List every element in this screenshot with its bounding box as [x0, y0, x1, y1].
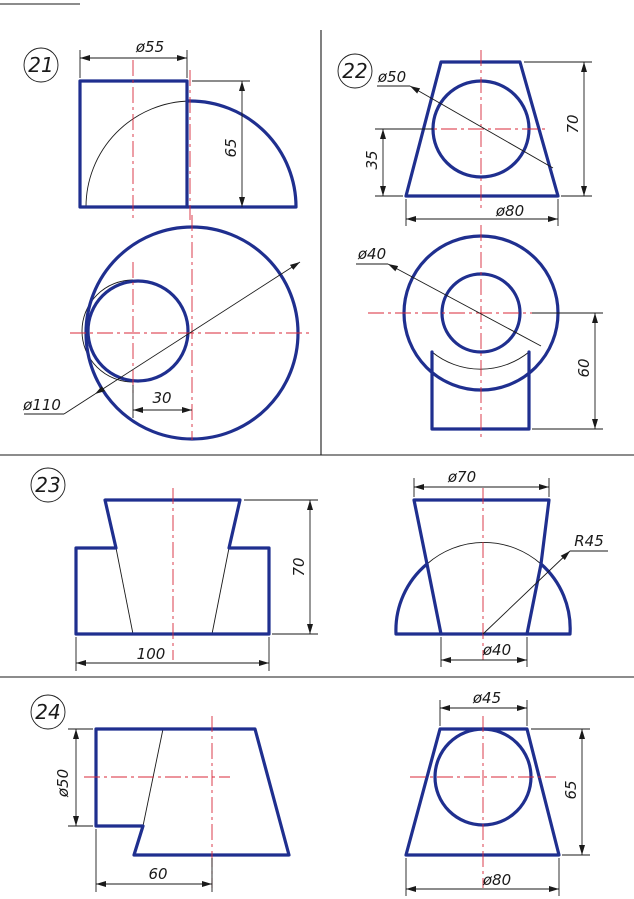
dim-35: 35	[363, 150, 381, 170]
problem-number-text: 23	[35, 473, 61, 497]
dim-height-65: 65	[562, 780, 580, 800]
problem-number-text: 21	[28, 53, 54, 77]
dim-diameter-45: ø45	[472, 689, 502, 707]
front-view-23	[76, 488, 318, 671]
dim-radius-45: R45	[574, 532, 604, 550]
dim-diameter-50: ø50	[54, 768, 72, 798]
problem-23	[31, 468, 608, 671]
problem-number-23	[31, 468, 65, 502]
top-view-21	[22, 215, 310, 440]
problem-number-21	[24, 48, 58, 82]
dim-height-65: 65	[222, 138, 240, 158]
dim-diameter-50: ø50	[377, 68, 407, 86]
dim-height-70: 70	[564, 114, 582, 134]
front-view-24	[54, 716, 289, 892]
dim-diameter-40: ø40	[482, 641, 512, 659]
dim-depth-60: 60	[575, 358, 593, 378]
dim-diameter-110: ø110	[23, 396, 61, 414]
side-view-23	[396, 468, 608, 667]
problem-21	[22, 38, 310, 440]
dim-diameter-80: ø80	[482, 871, 512, 889]
dim-diameter-70: ø70	[447, 468, 477, 486]
problem-number-24	[31, 695, 65, 729]
dim-height-70: 70	[290, 557, 308, 577]
problem-22	[338, 50, 603, 440]
problem-24	[31, 689, 590, 896]
side-view-24	[406, 689, 590, 896]
dim-diameter-40: ø40	[357, 245, 387, 263]
front-view-22	[363, 50, 592, 226]
dim-length-60: 60	[148, 865, 168, 883]
dim-width-100: 100	[136, 645, 166, 663]
top-view-22	[356, 225, 603, 440]
problem-number-text: 24	[35, 700, 61, 724]
front-view-21	[80, 38, 296, 220]
dim-offset-30: 30	[152, 389, 172, 407]
dim-diameter-80: ø80	[495, 202, 525, 220]
problem-number-text: 22	[342, 59, 368, 83]
problem-number-22	[338, 54, 372, 88]
dim-diameter-55: ø55	[135, 38, 165, 56]
